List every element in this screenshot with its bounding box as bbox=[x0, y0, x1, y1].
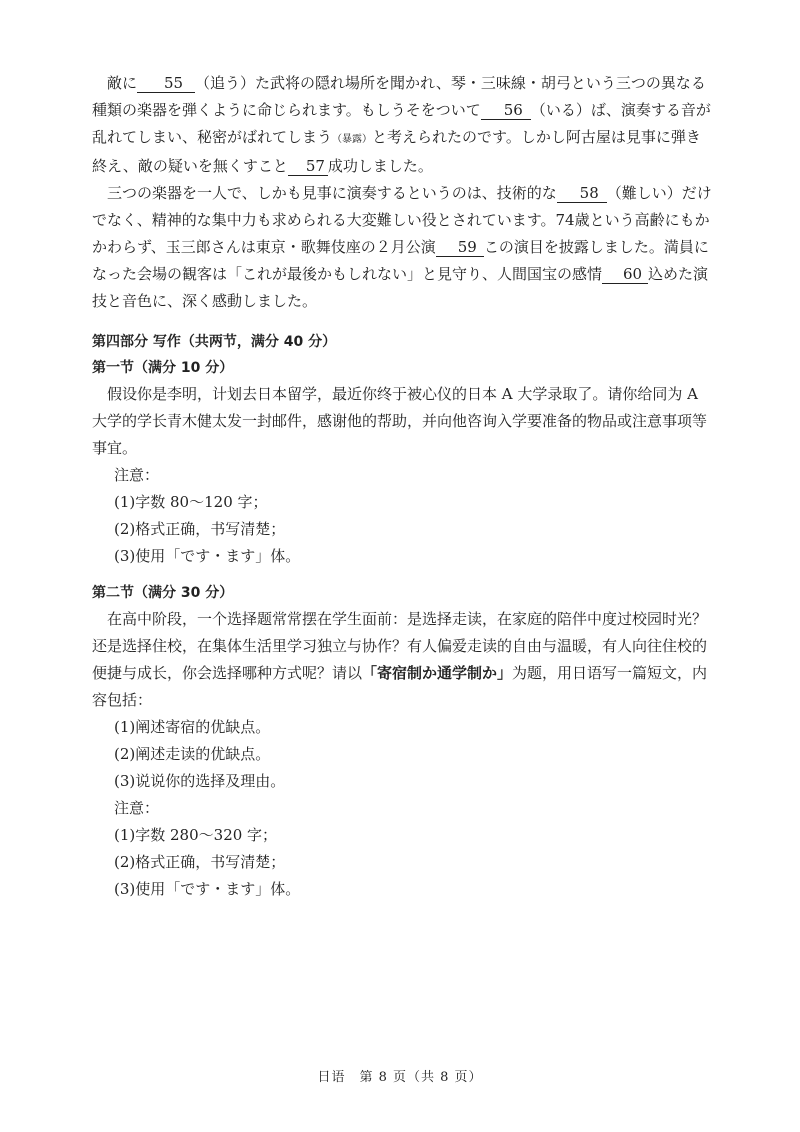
answer-blank-56: 56 bbox=[481, 101, 531, 120]
exam-page bbox=[92, 70, 712, 903]
passage-text: 込めた演技と音色に、深く感動しました。 bbox=[92, 265, 709, 310]
passage-text: （いる）ば、演奏する音が乱れてしまい、秘密がばれてしまう bbox=[92, 101, 711, 146]
passage-text: （追う）た武将の隠れ場所を聞かれ、琴・三味線・胡弓という三つの異なる種類の楽器を弾くように命じられます。もしうそをついて bbox=[92, 74, 706, 119]
passage-text: 成功しました。 bbox=[327, 157, 433, 175]
section2-note-item: (1)字数 280～320 字； bbox=[114, 826, 278, 844]
passage-text: 三つの楽器を一人で、しかも見事に演奏するというのは、技術的な bbox=[107, 184, 557, 202]
section2-prompt-text: 在高中阶段，一个选择题常常摆在学生面前：是选择走读，在家庭的陪伴中度过校园时光？还是选择住校，在集体生活里学习独立与协作？有人偏爱走读的自由与温暖，有人向往住校的便捷与成长，你会选择哪种方式呢？请以 bbox=[92, 610, 708, 682]
answer-blank-57: 57 bbox=[288, 157, 328, 176]
answer-blank-55: 55 bbox=[137, 74, 195, 93]
section1-note-label: 注意： bbox=[114, 466, 160, 484]
section2-note-item: (3)使用「です・ます」体。 bbox=[114, 880, 301, 898]
answer-blank-59: 59 bbox=[436, 238, 484, 257]
section1-note-item: (3)使用「です・ます」体。 bbox=[114, 547, 301, 565]
page-footer: 日语 第 8 页（共 8 页） bbox=[317, 1070, 483, 1085]
section2-note-item: (2)格式正确，书写清楚； bbox=[114, 853, 286, 871]
passage-text: この演目を披露しました。満員になった会場の観客は「これが最後かもしれない」と見守り、人間国宝の感情 bbox=[92, 238, 709, 283]
section2-content-point: (2)阐述走读的优缺点。 bbox=[114, 745, 271, 763]
section2-title: 第二节（满分 30 分） bbox=[92, 585, 234, 601]
section1-prompt: 假设你是李明，计划去日本留学，最近你终于被心仪的日本 A 大学录取了。请你给同为 A 大学的学长青木健太发一封邮件，感谢他的帮助，并向他咨询入学要准备的物品或注意事项等事宜。 bbox=[92, 385, 708, 457]
answer-blank-58: 58 bbox=[557, 184, 607, 203]
reading-annotation: （暴露） bbox=[332, 134, 373, 145]
section1-title: 第一节（满分 10 分） bbox=[92, 360, 234, 376]
part4-title: 第四部分 写作（共两节，满分 40 分） bbox=[92, 334, 337, 350]
passage-text: （難しい）だけでなく、精神的な集中力も求められる大変難しい役とされています。74歳という高齢にもかかわらず、玉三郎さんは東京・歌舞伎座の２月公演 bbox=[92, 184, 712, 256]
essay-title: 「寄宿制か通学制か」 bbox=[362, 664, 513, 682]
section1-note-item: (1)字数 80～120 字； bbox=[114, 493, 268, 511]
passage-paragraph-1 bbox=[92, 70, 712, 180]
section2-prompt bbox=[92, 606, 712, 714]
section2-content-point: (3)说说你的选择及理由。 bbox=[114, 772, 286, 790]
section2-content-point: (1)阐述寄宿的优缺点。 bbox=[114, 718, 271, 736]
passage-text: と考えられたのです。しかし阿古屋は見事に弾き終え、敵の疑いを無くすこと bbox=[92, 128, 701, 175]
passage-text: 敵に bbox=[107, 74, 138, 92]
section1-note-item: (2)格式正确，书写清楚； bbox=[114, 520, 286, 538]
answer-blank-60: 60 bbox=[602, 265, 648, 284]
passage-paragraph-2 bbox=[92, 180, 712, 315]
section2-note-label: 注意： bbox=[114, 799, 160, 817]
section2-prompt-text: 为题，用日语写一篇短文，内容包括： bbox=[92, 664, 708, 709]
